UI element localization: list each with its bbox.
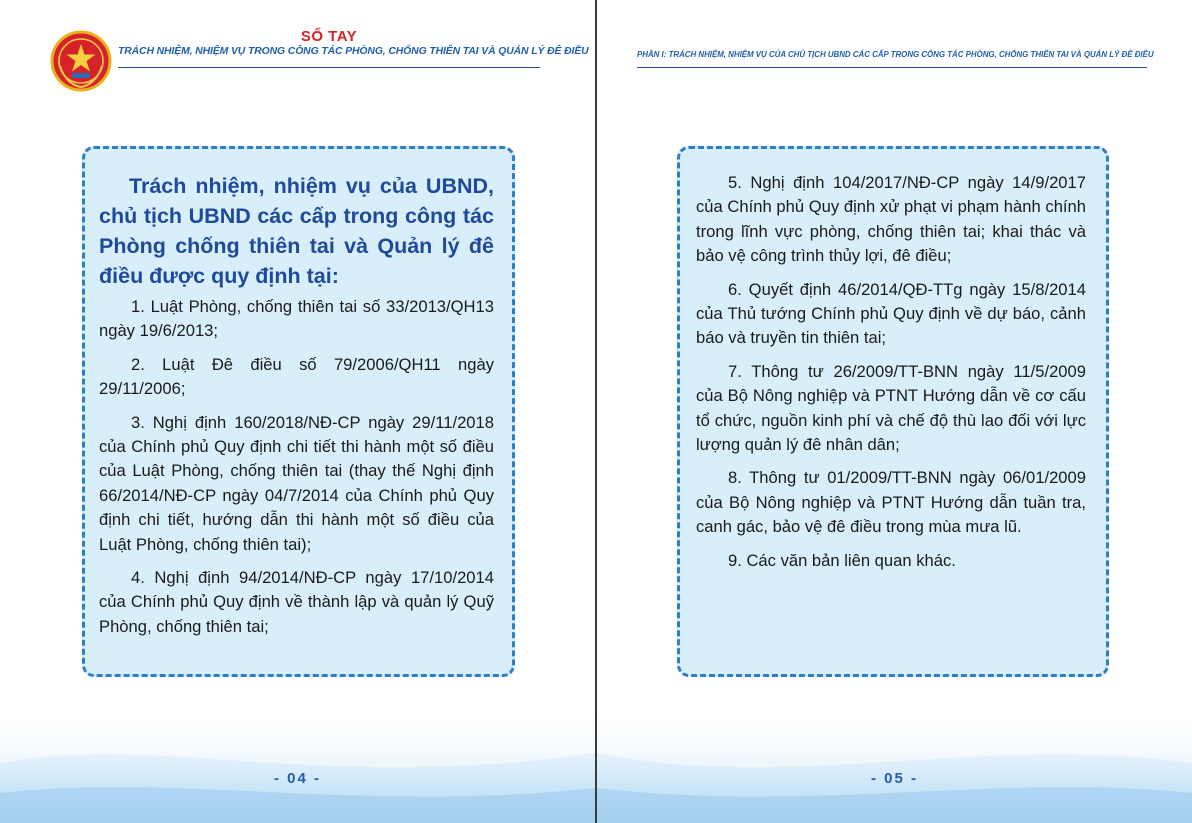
left-page <box>0 0 595 823</box>
regulation-item: 1. Luật Phòng, chống thiên tai số 33/2013/QH13 ngày 19/6/2013; <box>99 297 494 341</box>
page-number: - 05 - <box>870 770 918 787</box>
bottom-wave-decoration <box>0 673 595 823</box>
handbook-subtitle: TRÁCH NHIỆM, NHIỆM VỤ TRONG CÔNG TÁC PHÒNG, CHỐNG THIÊN TAI VÀ QUẢN LÝ ĐÊ ĐIỀU <box>118 46 589 57</box>
handbook-title: SỔ TAY <box>300 28 358 45</box>
regulation-item: 7. Thông tư 26/2009/TT-BNN ngày 11/5/2009 của Bộ Nông nghiệp và PTNT Hướng dẫn về cơ cấu tổ chức, nguồn kinh phí và chế độ thù lao đối với lực lượng quản lý đê nhân dân; <box>696 361 1086 455</box>
bottom-wave-decoration <box>597 673 1192 823</box>
regulations-box <box>677 146 1109 677</box>
page-number: - 04 - <box>273 770 321 787</box>
national-emblem-icon <box>50 30 112 92</box>
box-heading: Trách nhiệm, nhiệm vụ của UBND, chủ tịch UBND các cấp trong công tác Phòng chống thiên tai và Quản lý đê điều được quy định tại: <box>99 174 494 288</box>
section-header: PHẦN I: TRÁCH NHIỆM, NHIỆM VỤ CỦA CHỦ TỊCH UBND CÁC CẤP TRONG CÔNG TÁC PHÒNG, CHỐNG THIÊN TAI VÀ QUẢN LÝ ĐÊ ĐIỀU <box>637 50 1154 59</box>
regulation-item: 9. Các văn bản liên quan khác. <box>728 550 956 570</box>
regulation-item: 2. Luật Đê điều số 79/2006/QH11 ngày 29/11/2006; <box>99 354 494 399</box>
regulation-item: 5. Nghị định 104/2017/NĐ-CP ngày 14/9/2017 của Chính phủ Quy định xử phạt vi phạm hành chính trong lĩnh vực phòng, chống thiên tai; khai thác và bảo vệ công trình thủy lợi, đê điều; <box>696 173 1086 266</box>
regulation-item: 3. Nghị định 160/2018/NĐ-CP ngày 29/11/2018 của Chính phủ Quy định chi tiết thi hành một số điều của Luật Phòng, chống thiên tai (thay thế Nghị định 66/2014/NĐ-CP ngày 04/7/2014 của Chính phủ Quy định chi tiết, hướng dẫn thi hành một số điều của Luật Phòng, chống thiên tai); <box>99 412 494 554</box>
right-page <box>597 0 1192 823</box>
header-divider <box>118 67 540 68</box>
regulation-item: 4. Nghị định 94/2014/NĐ-CP ngày 17/10/2014 của Chính phủ Quy định về thành lập và quản lý Quỹ Phòng, chống thiên tai; <box>99 568 494 636</box>
header-divider <box>637 67 1147 68</box>
regulation-item: 8. Thông tư 01/2009/TT-BNN ngày 06/01/2009 của Bộ Nông nghiệp và PTNT Hướng dẫn tuần tra, canh gác, bảo vệ đê điều trong mùa mưa lũ. <box>696 468 1086 537</box>
regulations-box <box>82 146 515 677</box>
regulation-item: 6. Quyết định 46/2014/QĐ-TTg ngày 15/8/2014 của Thủ tướng Chính phủ Quy định về dự báo, cảnh báo và truyền tin thiên tai; <box>696 279 1086 348</box>
